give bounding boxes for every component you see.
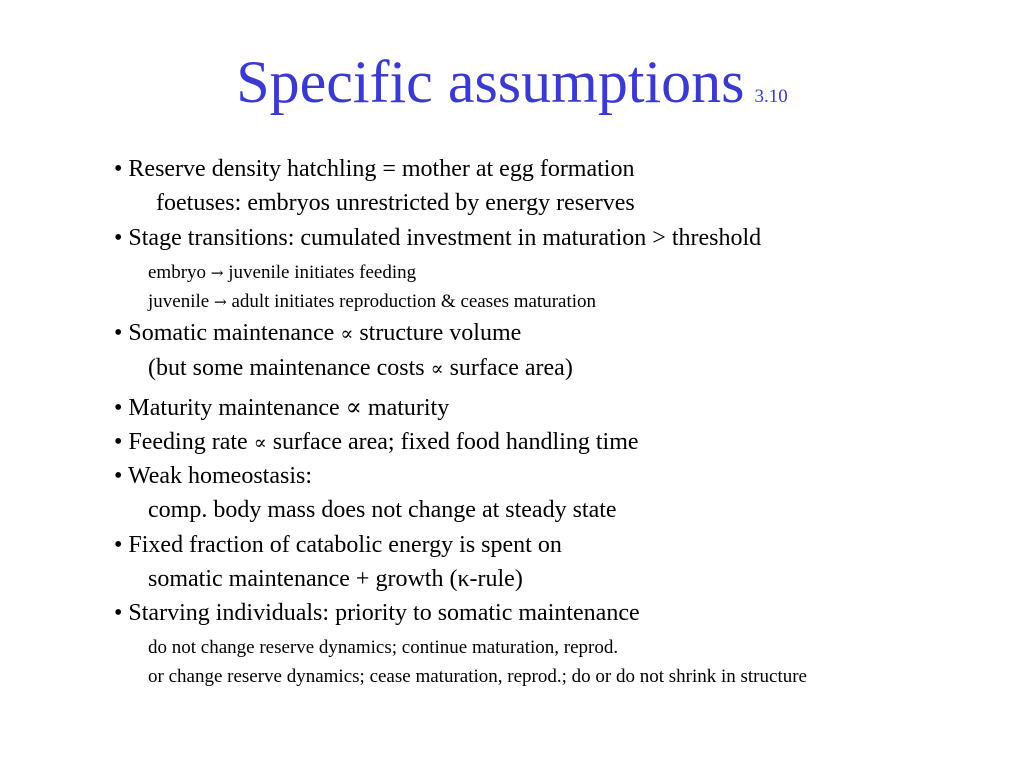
arrow-right-icon: → — [213, 293, 227, 311]
slide-number: 3.10 — [754, 86, 788, 107]
bullet-fixed-fraction: • Fixed fraction of catabolic energy is spent on — [114, 532, 562, 558]
feeding-text-a: • Feeding rate — [114, 429, 254, 455]
sub-body-mass: comp. body mass does not change at steady state — [148, 497, 617, 523]
proportional-to-icon: ∝ — [345, 393, 362, 421]
slide-title — [0, 49, 1024, 115]
sub-maintenance-costs — [148, 356, 573, 380]
sub-foetuses: foetuses: embryos unrestricted by energy reserves — [156, 190, 635, 216]
bullet-feeding-rate — [114, 430, 639, 454]
sub-no-change: do not change reserve dynamics; continue maturation, reprod. — [148, 637, 619, 658]
kappa-text-b: -rule) — [469, 566, 523, 592]
arrow-right-icon: → — [210, 264, 224, 282]
proportional-to-icon: ∝ — [253, 431, 267, 454]
sub-juvenile-text-b: adult initiates reproduction & ceases maturation — [226, 291, 597, 312]
costs-text-a: (but some maintenance costs — [148, 355, 431, 381]
bullet-reserve-density: • Reserve density hatchling = mother at egg formation — [114, 156, 635, 182]
sub-juvenile-text-a: juvenile — [148, 291, 214, 312]
kappa-text-a: somatic maintenance + growth ( — [148, 566, 458, 592]
bullet-starving-individuals: • Starving individuals: priority to somatic maintenance — [114, 600, 640, 626]
sub-change: or change reserve dynamics; cease maturation, reprod.; do or do not shrink in structure — [148, 666, 807, 687]
somatic-text-b: structure volume — [353, 320, 522, 346]
bullet-weak-homeostasis: • Weak homeostasis: — [114, 463, 312, 489]
sub-embryo-text-a: embryo — [148, 262, 211, 283]
kappa-symbol: κ — [457, 566, 470, 592]
bullet-somatic-maintenance — [114, 321, 521, 345]
bullet-stage-transitions: • Stage transitions: cumulated investment in maturation > threshold — [114, 225, 762, 251]
maturity-text-a: • Maturity maintenance — [114, 395, 346, 421]
title-text: Specific assumptions — [236, 49, 745, 115]
somatic-text-a: • Somatic maintenance — [114, 320, 341, 346]
costs-text-b: surface area) — [443, 355, 573, 381]
sub-kappa-rule — [148, 567, 523, 591]
feeding-text-b: surface area; fixed food handling time — [266, 429, 639, 455]
sub-juvenile-adult — [148, 292, 596, 311]
bullet-maturity-maintenance — [114, 395, 449, 420]
sub-embryo-juvenile — [148, 263, 416, 282]
proportional-to-icon: ∝ — [430, 357, 444, 380]
maturity-text-b: maturity — [361, 395, 450, 421]
proportional-to-icon: ∝ — [340, 322, 354, 345]
sub-embryo-text-b: juvenile initiates feeding — [223, 262, 417, 283]
